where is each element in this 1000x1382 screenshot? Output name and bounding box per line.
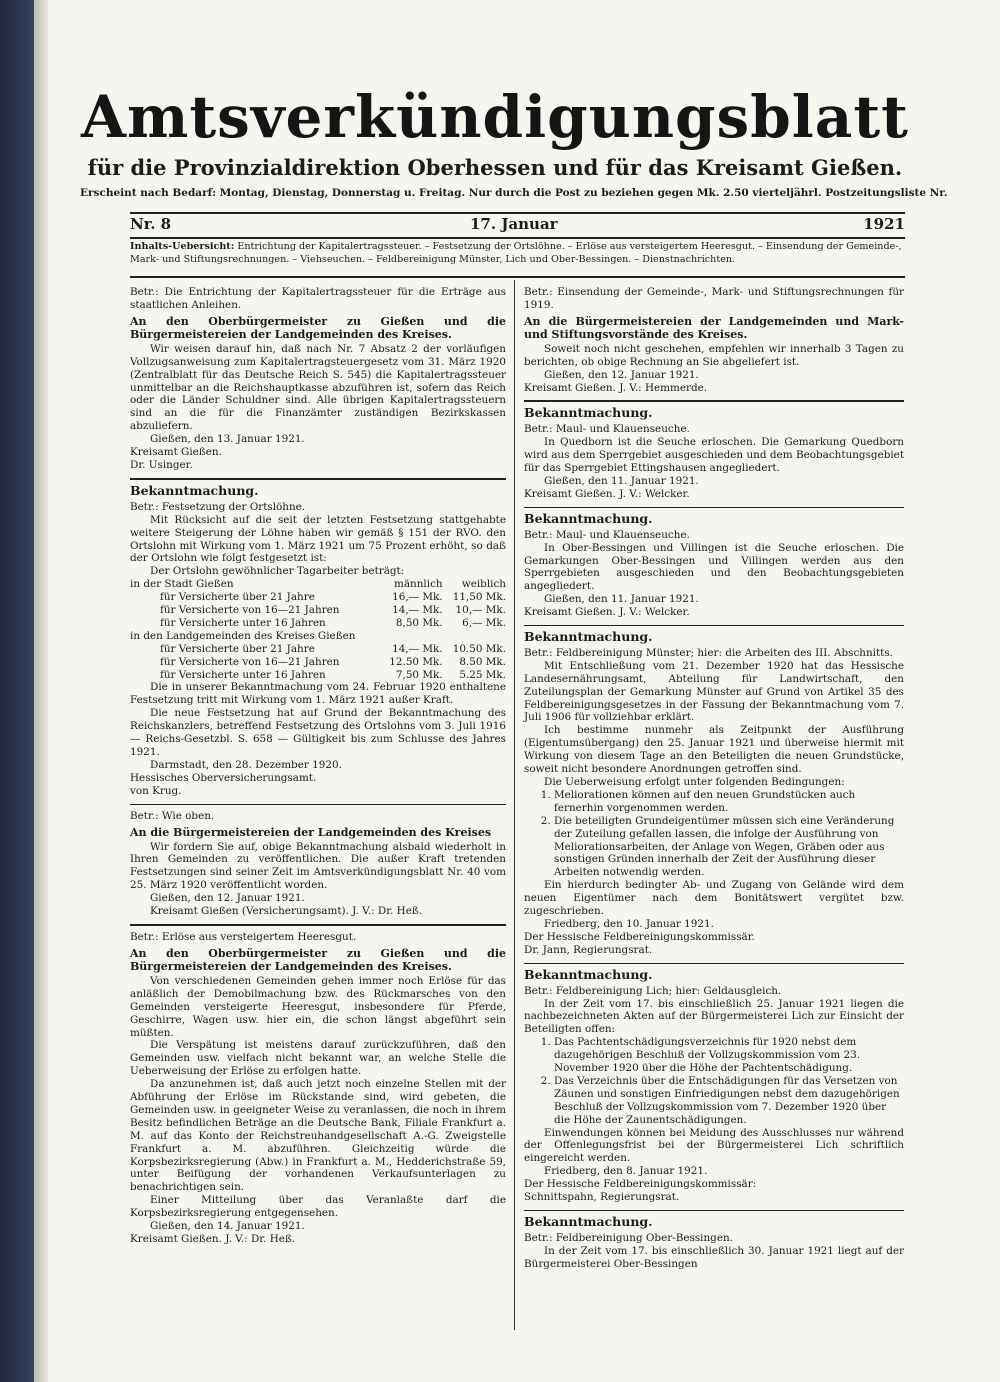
right-column bbox=[524, 286, 904, 1271]
conditions-list bbox=[524, 789, 904, 879]
issue-line bbox=[130, 215, 905, 237]
row-male: 14,— Mk. bbox=[392, 604, 443, 617]
table-row bbox=[130, 656, 506, 669]
issue-number: Nr. 8 bbox=[130, 215, 172, 233]
row-male: 12.50 Mk. bbox=[389, 655, 443, 668]
notice-address: An die Bürgermeistereien der Landgemeinden und Mark- und Stiftungsvorstände des Kreises. bbox=[524, 314, 904, 341]
section-divider bbox=[524, 625, 904, 626]
notice-signer: Schnittspahn, Regierungsrat. bbox=[524, 1191, 680, 1204]
notice-signer: Dr. Jann, Regierungsrat. bbox=[524, 943, 653, 956]
wage-table bbox=[130, 578, 506, 681]
masthead-rule-top bbox=[130, 212, 905, 214]
notice-body: Die Verspätung ist meistens darauf zurückzuführen, daß den Gemeinden usw. vielfach nicht bekannt war, an welche Stelle die Ueberweisung der Erlöse zu erfolgen hatte. bbox=[130, 1039, 506, 1078]
list-item: 2. Das Verzeichnis über die Entschädigungen für das Versetzen von Zäunen und sonstigen Einfriedigungen nebst dem dazugehörigen Beschluß der Vollzugskommission vom 7. Dezember 1920 über die Höhe der Zaunentschädigungen. bbox=[554, 1075, 904, 1127]
row-label: für Versicherte unter 16 Jahren bbox=[160, 668, 326, 681]
issue-year: 1921 bbox=[863, 215, 905, 233]
notice-address: An den Oberbürgermeister zu Gießen und die Bürgermeistereien der Landgemeinden des Kreises. bbox=[130, 314, 506, 341]
left-column bbox=[130, 286, 506, 1246]
section-divider bbox=[130, 924, 506, 926]
toc-rule bbox=[130, 276, 905, 278]
notice-body: Einwendungen können bei Meidung des Ausschlusses nur während der Offenlegungsfrist bei der Bürgermeisterei Lich schriftlich eingereicht werden. bbox=[524, 1126, 904, 1165]
notice-feldbereinigung-lich bbox=[524, 966, 904, 1204]
row-female: 11,50 Mk. bbox=[452, 591, 506, 604]
column-divider bbox=[514, 280, 515, 1330]
notice-subject: Betr.: Die Entrichtung der Kapitalertragssteuer für die Erträge aus staatlichen Anleihen. bbox=[130, 286, 506, 311]
notice-body: Da anzunehmen ist, daß auch jetzt noch einzelne Stellen mit der Abführung der Erlöse im Rückstande sind, wird gebeten, die Gemeinden usw. in geeigneter Weise zu veranlassen, die noch in ihrem Besitz befindlichen Beträge an die Deutsche Bank, Filiale Frankfurt a. M. auf das Konto der Reichstreuhandgesellschaft A.-G. Zweigstelle Frankfurt a. M. abzuführen. Gleichzeitig würde die Korpsbezirksregierung (Abw.) in Frankfurt a. M., Hedderichstraße 59, unter Beifügung der vorhandenen Verkaufsunterlagen zu benachrichtigen sein. bbox=[130, 1078, 506, 1194]
notice-signer: von Krug. bbox=[130, 784, 182, 797]
table-of-contents bbox=[130, 240, 905, 266]
row-label: für Versicherte über 21 Jahre bbox=[160, 642, 315, 655]
documents-list bbox=[524, 1036, 904, 1126]
notice-body: Mit Entschließung vom 21. Dezember 1920 hat das Hessische Landesernährungsamt, Abteilung für Landwirtschaft, den Zuteilungsplan der Gemarkung Münster auf Grund von Artikel 35 des Feldbereinigungsgesetzes in der Fassung der Bekanntmachung vom 7. Juli 1906 für vollziehbar erklärt. bbox=[524, 659, 904, 724]
row-female: 5.25 Mk. bbox=[459, 668, 506, 681]
masthead-rule-bottom bbox=[130, 237, 905, 239]
row-label: für Versicherte von 16—21 Jahren bbox=[160, 655, 340, 668]
notice-place-date: Friedberg, den 8. Januar 1921. bbox=[544, 1165, 708, 1178]
notice-place-date: Gießen, den 12. Januar 1921. bbox=[150, 892, 305, 905]
notice-heading: Bekanntmachung. bbox=[524, 510, 653, 526]
notice-subject: Betr.: Einsendung der Gemeinde-, Mark- und Stiftungsrechnungen für 1919. bbox=[524, 286, 904, 311]
notice-signer: Kreisamt Gießen (Versicherungsamt). J. V.: Dr. Heß. bbox=[150, 905, 423, 918]
notice-body: Ein hierdurch bedingter Ab- und Zugang von Gelände wird dem neuen Eigentümer nach dem Bonitätswert vergütet bzw. zugeschrieben. bbox=[524, 879, 904, 918]
notice-subject: Betr.: Feldbereinigung Ober-Bessingen. bbox=[524, 1231, 733, 1244]
notice-heading: Bekanntmachung. bbox=[130, 482, 259, 498]
newspaper-subtitle: für die Provinzialdirektion Oberhessen und für das Kreisamt Gießen. bbox=[87, 155, 903, 180]
notice-subject: Betr.: Feldbereinigung Lich; hier: Geldausgleich. bbox=[524, 984, 782, 997]
notice-place-date: Gießen, den 11. Januar 1921. bbox=[544, 593, 699, 606]
notice-signer: Kreisamt Gießen. J. V.: Welcker. bbox=[524, 606, 690, 619]
wage-table-header bbox=[130, 578, 506, 591]
wage-group-row bbox=[130, 630, 506, 643]
toc-text: Entrichtung der Kapitalertragssteuer. – Festsetzung der Ortslöhne. – Erlöse aus versteigertem Heeresgut. – Einsendung der Gemeinde-, Mark- und Stiftungsrechnungen. – Viehseuchen. – Feldbereinigung Münster, Lich und Ober-Bessingen. – Dienstnachrichten. bbox=[130, 241, 902, 265]
notice-body: Ich bestimme nunmehr als Zeitpunkt der Ausführung (Eigentumsübergang) den 25. Januar 1921 und überweise hiermit mit Wirkung von diesem Tage an den Beteiligten die neuen Grundstücke, soweit nicht besondere Anordnungen getroffen sind. bbox=[524, 724, 904, 776]
notice-heading: Bekanntmachung. bbox=[524, 405, 653, 421]
section-divider bbox=[130, 478, 506, 480]
row-female: 8.50 Mk. bbox=[459, 655, 506, 668]
section-divider bbox=[524, 1210, 904, 1211]
notice-feldbereinigung-muenster bbox=[524, 631, 904, 957]
wage-group-rural: in den Landgemeinden des Kreises Gießen bbox=[130, 629, 356, 642]
row-male: 14,— Mk. bbox=[392, 642, 443, 655]
section-divider bbox=[524, 507, 904, 508]
notice-heading: Bekanntmachung. bbox=[524, 629, 653, 645]
table-row bbox=[130, 643, 506, 656]
notice-place-date: Gießen, den 13. Januar 1921. bbox=[150, 433, 305, 446]
notice-place-date: Gießen, den 11. Januar 1921. bbox=[544, 474, 699, 487]
notice-heading: Bekanntmachung. bbox=[524, 1214, 653, 1229]
notice-body: In der Zeit vom 17. bis einschließlich 25. Januar 1921 liegen die nachbezeichneten Akten auf der Bürgermeisterei Lich zur Einsicht der Beteiligten offen: bbox=[524, 997, 904, 1036]
notice-heeresgut bbox=[130, 931, 506, 1246]
notice-subject: Betr.: Feldbereinigung Münster; hier: die Arbeiten des III. Abschnitts. bbox=[524, 646, 893, 659]
notice-kapitalertragssteuer bbox=[130, 286, 506, 472]
notice-seuche-quedborn bbox=[524, 407, 904, 500]
col-header-female: weiblich bbox=[461, 578, 506, 591]
section-divider bbox=[130, 804, 506, 805]
book-binding bbox=[0, 0, 34, 1382]
notice-office: Der Hessische Feldbereinigungskommissär. bbox=[524, 930, 755, 943]
notice-subject: Betr.: Maul- und Klauenseuche. bbox=[524, 423, 690, 436]
table-row bbox=[130, 617, 506, 630]
notice-place-date: Darmstadt, den 28. Dezember 1920. bbox=[150, 758, 342, 771]
table-row bbox=[130, 669, 506, 682]
row-label: für Versicherte unter 16 Jahren bbox=[160, 616, 326, 629]
row-female: 10.50 Mk. bbox=[452, 642, 506, 655]
notice-office: Der Hessische Feldbereinigungskommissär: bbox=[524, 1178, 757, 1191]
notice-subject: Betr.: Wie oben. bbox=[130, 809, 215, 822]
notice-signer: Kreisamt Gießen. J. V.: Welcker. bbox=[524, 487, 690, 500]
row-female: 6,— Mk. bbox=[462, 616, 506, 629]
notice-place-date: Gießen, den 14. Januar 1921. bbox=[150, 1220, 305, 1233]
notice-address: An den Oberbürgermeister zu Gießen und die Bürgermeistereien der Landgemeinden des Kreises. bbox=[130, 946, 506, 973]
notice-office: Kreisamt Gießen. bbox=[130, 446, 222, 459]
issue-date: 17. Januar bbox=[470, 215, 558, 233]
row-female: 10,— Mk. bbox=[455, 604, 506, 617]
row-label: für Versicherte von 16—21 Jahren bbox=[160, 604, 340, 617]
notice-signer: Kreisamt Gießen. J. V.: Hemmerde. bbox=[524, 381, 708, 394]
notice-signer: Dr. Usinger. bbox=[130, 458, 193, 471]
notice-office: Hessisches Oberversicherungsamt. bbox=[130, 771, 317, 784]
col-header-male: männlich bbox=[394, 578, 443, 591]
row-label: für Versicherte über 21 Jahre bbox=[160, 591, 315, 604]
notice-body: Von verschiedenen Gemeinden gehen immer noch Erlöse für das anläßlich der Demobilmachung bzw. des Rückmarsches von den Gemeinden versteigerte Heeresgut, insbesondere für Pferde, Geschirre, Wagen usw. hier ein, die schon längst abgeführt sein müßten. bbox=[130, 974, 506, 1039]
notice-body: Die in unserer Bekanntmachung vom 24. Februar 1920 enthaltene Festsetzung tritt mit Wirkung vom 1. März 1921 außer Kraft. bbox=[130, 681, 506, 707]
notice-subject: Betr.: Erlöse aus versteigertem Heeresgut. bbox=[130, 930, 357, 943]
publication-info: Erscheint nach Bedarf: Montag, Dienstag, Donnerstag u. Freitag. Nur durch die Post zu beziehen gegen Mk. 2.50 vierteljährl. Postzeitungsliste Nr. bbox=[80, 187, 948, 199]
notice-heading: Bekanntmachung. bbox=[524, 966, 653, 982]
notice-body: In Ober-Bessingen und Villingen ist die Seuche erloschen. Die Gemarkungen Ober-Bessingen und Villingen werden aus den Sperrgebieten ausgeschieden und den Beobachtungsgebieten angegliedert. bbox=[524, 541, 904, 593]
newspaper-title: Amtsverkündigungsblatt bbox=[81, 83, 909, 151]
notice-subject: Betr.: Festsetzung der Ortslöhne. bbox=[130, 500, 306, 513]
notice-rechnungen bbox=[524, 286, 904, 394]
notice-body: Die Ueberweisung erfolgt unter folgenden Bedingungen: bbox=[544, 776, 845, 788]
row-male: 7,50 Mk. bbox=[395, 668, 443, 681]
section-divider bbox=[524, 963, 904, 964]
notice-body: In Quedborn ist die Seuche erloschen. Die Gemarkung Quedborn wird aus dem Sperrgebiet ausgeschieden und dem Beobachtungsgebiet für das Sperrgebiet Ettingshausen angegliedert. bbox=[524, 436, 904, 475]
notice-body: In der Zeit vom 17. bis einschließlich 30. Januar 1921 liegt auf der Bürgermeisterei Ober-Bessingen bbox=[524, 1244, 904, 1270]
notice-body: Einer Mitteilung über das Veranlaßte darf die Korpsbezirksregierung entgegensehen. bbox=[130, 1194, 506, 1220]
notice-place-date: Friedberg, den 10. Januar 1921. bbox=[544, 917, 714, 930]
wage-table-intro: Der Ortslohn gewöhnlicher Tagarbeiter beträgt: bbox=[150, 565, 405, 578]
notice-body: Die neue Festsetzung hat auf Grund der Bekanntmachung des Reichskanzlers, betreffend Festsetzung des Ortslohns vom 3. Juli 1916 — Reichs-Gesetzbl. S. 658 — Gültigkeit bis zum Schlusse des Jahres 1921. bbox=[130, 707, 506, 758]
table-row bbox=[130, 604, 506, 617]
notice-body: Wir weisen darauf hin, daß nach Nr. 7 Absatz 2 der vorläufigen Vollzugsanweisung zum Kapitalertragsteuergesetz vom 31. März 1920 (Zentralblatt für das Deutsche Reich S. 545) die Kapitalertragssteuer unmittelbar an die Reichshauptkasse abzuführen ist, sofern das Reich oder die Länder Schuldner sind. Alle übrigen Kapitalertragssteuern sind an die für die Finanzämter zuständigen Bezirkskassen abzuliefern. bbox=[130, 342, 506, 433]
notice-feldbereinigung-oberbessingen bbox=[524, 1216, 904, 1271]
masthead bbox=[80, 80, 948, 200]
row-male: 8,50 Mk. bbox=[395, 616, 443, 629]
list-item: 1. Das Pachtentschädigungsverzeichnis für 1920 nebst dem dazugehörigen Beschluß der Vollzugskommission vom 23. November 1920 über die Höhe der Pachtentschädigung. bbox=[554, 1036, 904, 1075]
section-divider bbox=[524, 400, 904, 402]
notice-subject: Betr.: Maul- und Klauenseuche. bbox=[524, 528, 690, 541]
table-row bbox=[130, 591, 506, 604]
notice-body: Mit Rücksicht auf die seit der letzten Festsetzung stattgehabte weitere Steigerung der Löhne haben wir gemäß § 151 der RVO. den Ortslohn mit Wirkung vom 1. März 1921 um 75 Prozent erhöht, so daß der Ortslohn wie folgt festgesetzt ist: bbox=[130, 513, 506, 565]
notice-body: Wir fordern Sie auf, obige Bekanntmachung alsbald wiederholt in Ihren Gemeinden zu veröffentlichen. Die außer Kraft tretenden Festsetzungen sind seiner Zeit im Amtsverkündigungsblatt Nr. 40 vom 25. März 1920 veröffentlicht worden. bbox=[130, 840, 506, 892]
notice-ortsloehne bbox=[130, 482, 506, 798]
wage-group-city: in der Stadt Gießen bbox=[130, 578, 234, 591]
notice-signer: Kreisamt Gießen. J. V.: Dr. Heß. bbox=[130, 1233, 296, 1245]
row-male: 16,— Mk. bbox=[392, 591, 443, 604]
list-item: 1. Meliorationen können auf den neuen Grundstücken auch fernerhin vorgenommen werden. bbox=[554, 789, 904, 815]
notice-wie-oben bbox=[130, 810, 506, 918]
notice-address: An die Bürgermeistereien der Landgemeinden des Kreises bbox=[130, 825, 492, 839]
toc-label: Inhalts-Uebersicht: bbox=[130, 241, 235, 252]
notice-place-date: Gießen, den 12. Januar 1921. bbox=[544, 368, 699, 381]
notice-seuche-oberbessingen bbox=[524, 510, 904, 619]
notice-body: Soweit noch nicht geschehen, empfehlen wir innerhalb 3 Tagen zu berichten, ob obige Rechnung an Sie abgeliefert ist. bbox=[524, 342, 904, 368]
list-item: 2. Die beteiligten Grundeigentümer müssen sich eine Veränderung der Zuteilung gefallen lassen, die infolge der Ausführung von Meliorationsarbeiten, der Anlage von Wegen, Gräben oder aus sonstigen Gründen innerhalb der Zeit der Ausführung dieser Arbeiten notwendig werden. bbox=[554, 815, 904, 880]
